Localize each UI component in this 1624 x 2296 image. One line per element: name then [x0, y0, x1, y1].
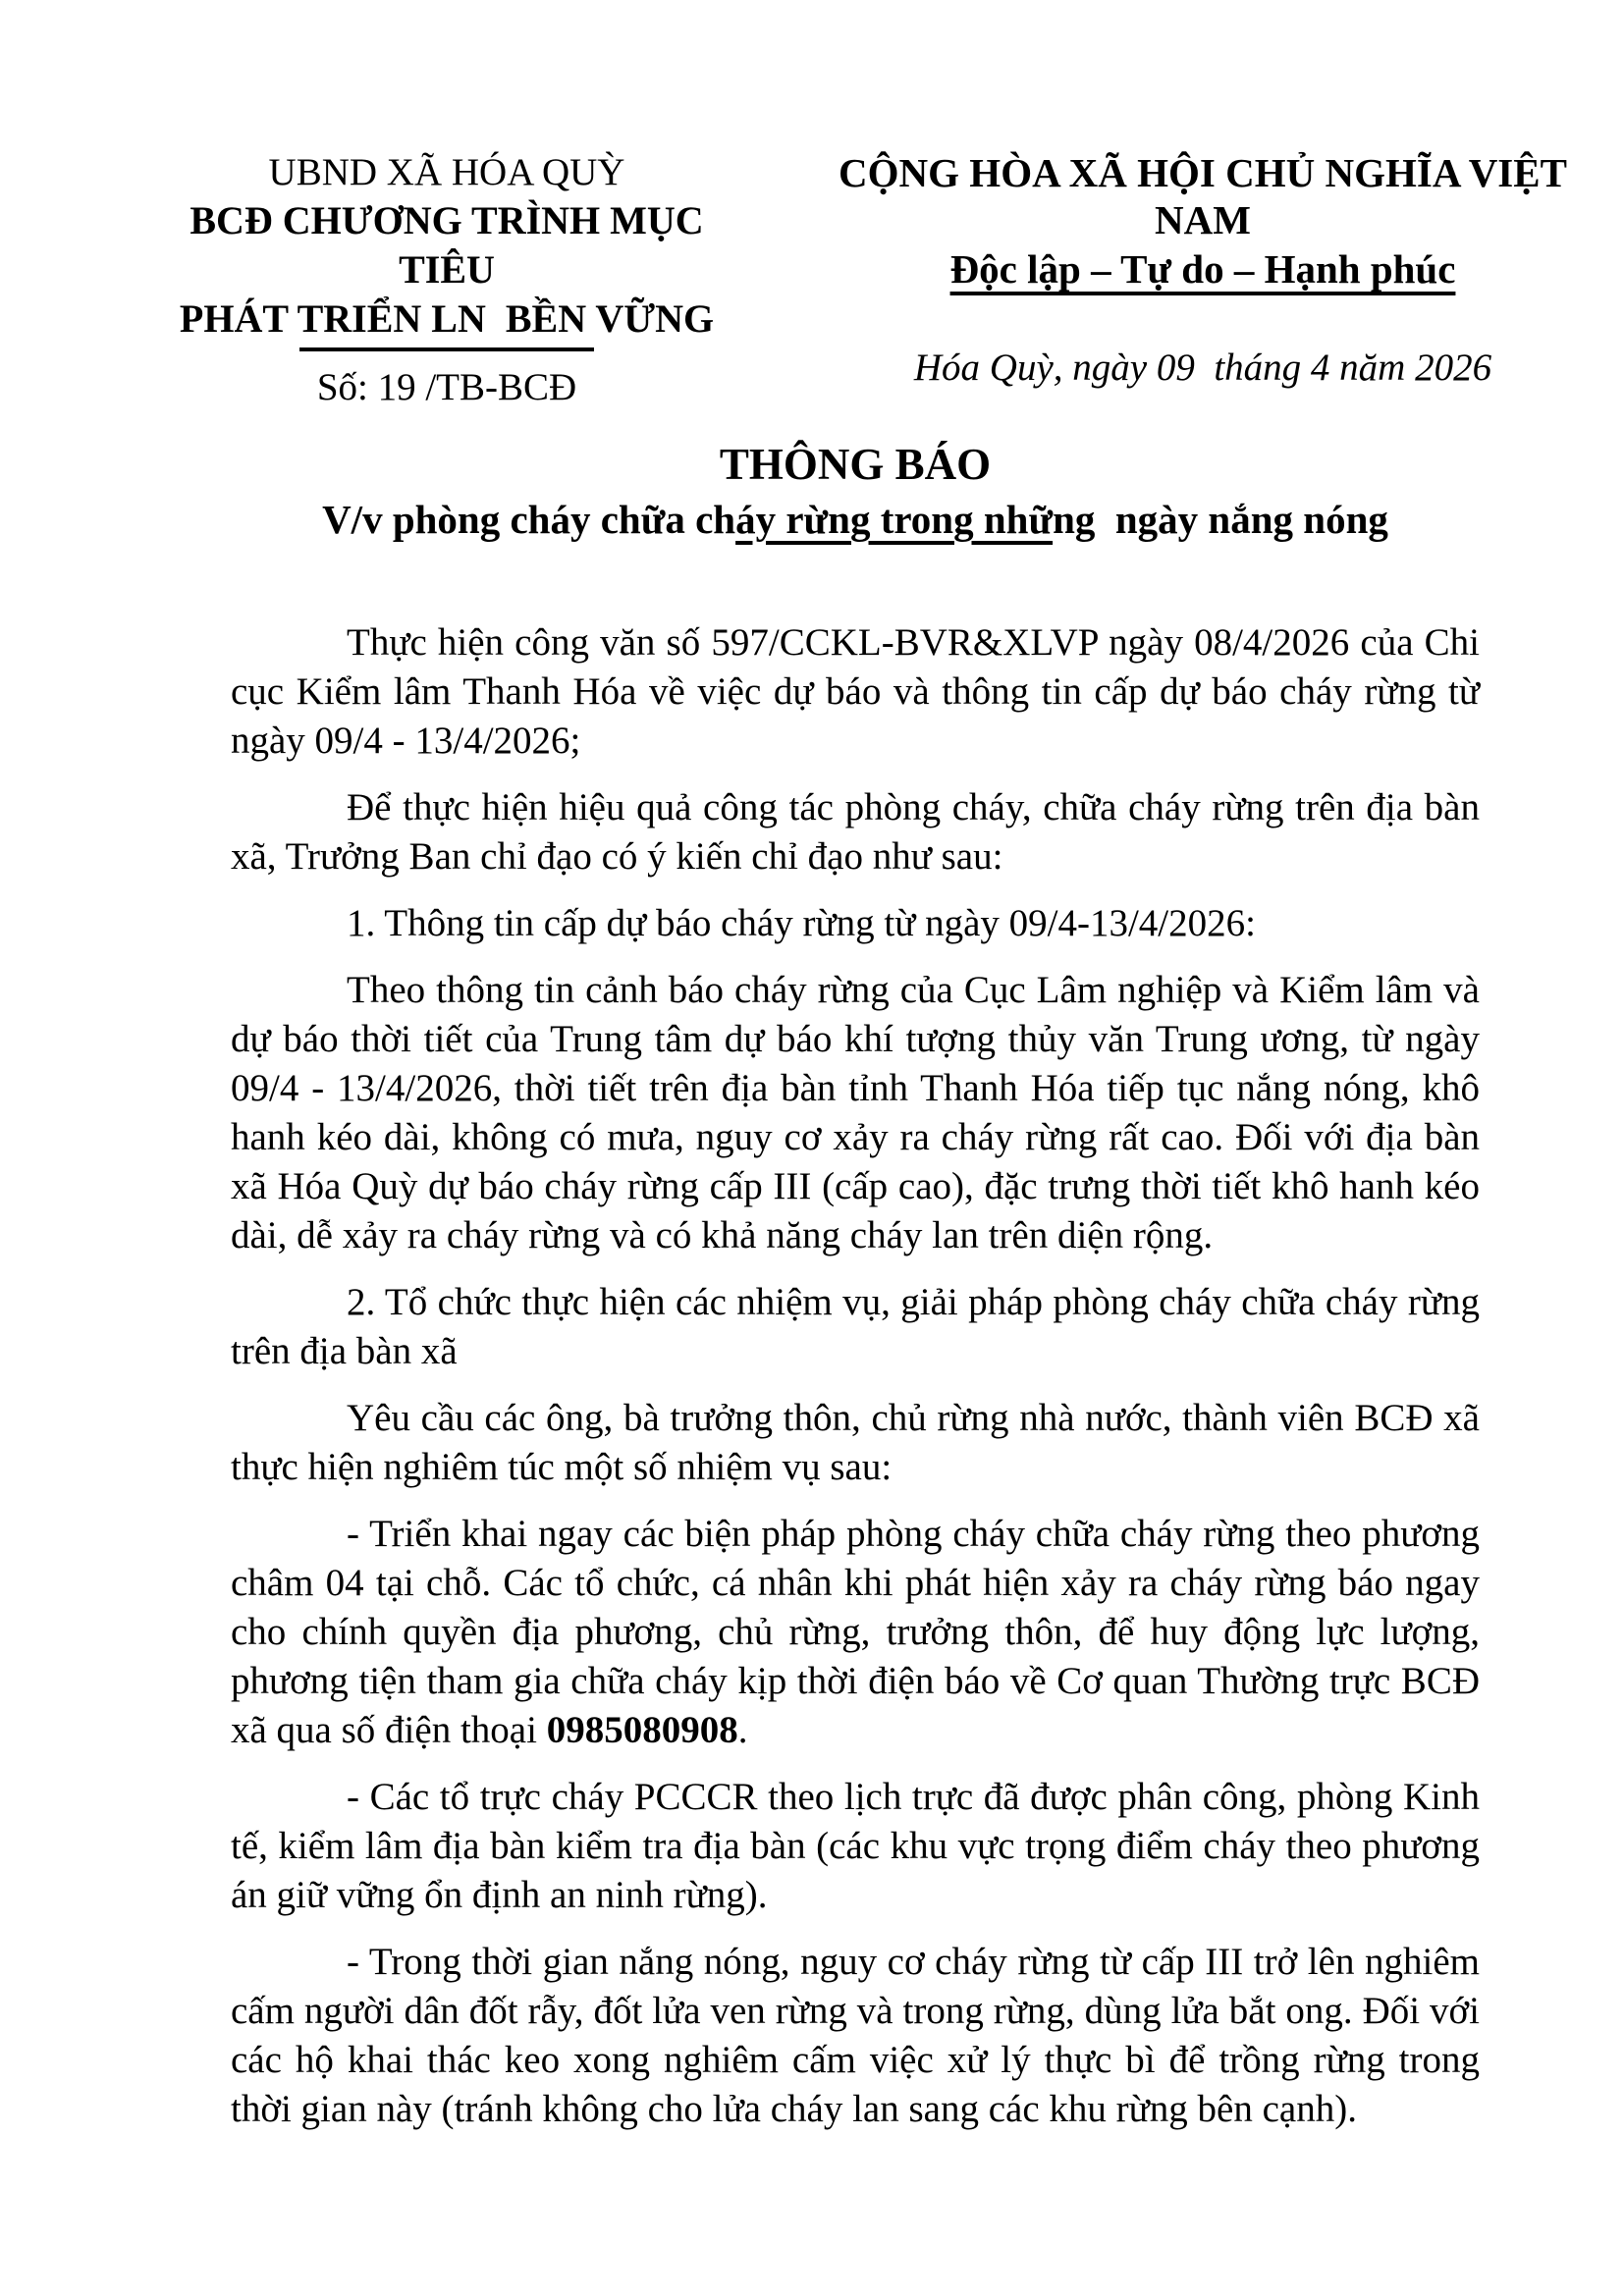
org-name-line-2: BCĐ CHƯƠNG TRÌNH MỤC TIÊU: [189, 198, 713, 292]
paragraph-8: - Các tổ trực cháy PCCCR theo lịch trực đã được phân công, phòng Kinh tế, kiểm lâm địa bàn kiểm tra địa bàn (các khu vực trọng điểm cháy theo phương án giữ vững ổn định an ninh rừng).: [231, 1776, 1480, 1916]
org-name-line-3: PHÁT TRIỂN LN BỀN VỮNG: [179, 296, 715, 341]
document-number: Số: 19 /TB-BCĐ: [316, 366, 577, 408]
paragraph-7-period: .: [737, 1709, 748, 1751]
document-subject: [231, 493, 1480, 546]
paragraph-3-section-1-heading: 1. Thông tin cấp dự báo cháy rừng từ ngày 09/4-13/4/2026:: [347, 902, 1256, 944]
org-block-divider: [299, 347, 594, 351]
paragraph-5-section-2-heading: 2. Tổ chức thực hiện các nhiệm vụ, giải pháp phòng cháy chữa cháy rừng trên địa bàn xã: [231, 1281, 1480, 1372]
national-motto: Độc lập – Tự do – Hạnh phúc: [949, 246, 1456, 292]
paragraph-7: [231, 1510, 1480, 1755]
document-title: THÔNG BÁO: [719, 440, 992, 489]
place-and-date: Hóa Quỳ, ngày 09 tháng 4 năm 2026: [913, 347, 1492, 389]
issuing-org-block: [162, 149, 731, 412]
national-title: CỘNG HÒA XÃ HỘI CHỦ NGHĨA VIỆT NAM: [839, 150, 1578, 242]
paragraph-7-text: - Triển khai ngay các biện pháp phòng cháy chữa cháy rừng theo phương châm 04 tại chỗ. Các tổ chức, cá nhân khi phát hiện xảy ra cháy rừng báo ngay cho chính quyền địa phương, chủ rừng, trưởng thôn, để huy động lực lượng, phương tiện tham gia chữa cháy kịp thời điện báo về Cơ quan Thường trực BCĐ xã qua số điện thoại: [231, 1513, 1480, 1751]
paragraph-6: Yêu cầu các ông, bà trưởng thôn, chủ rừng nhà nước, thành viên BCĐ xã thực hiện nghiêm túc một số nhiệm vụ sau:: [231, 1397, 1480, 1488]
document-header: [0, 149, 1624, 412]
subject-text-start: V/v phòng cháy chữa ch: [322, 497, 736, 542]
subject-text-end: ng ngày nắng nóng: [1053, 497, 1388, 542]
paragraph-1: Thực hiện công văn số 597/CCKL-BVR&XLVP ngày 08/4/2026 của Chi cục Kiểm lâm Thanh Hóa về việc dự báo và thông tin cấp dự báo cháy rừng từ ngày 09/4 - 13/4/2026;: [231, 621, 1480, 762]
national-motto-block: [790, 149, 1615, 393]
paragraph-2: Để thực hiện hiệu quả công tác phòng cháy, chữa cháy rừng trên địa bàn xã, Trưởng Ban chỉ đạo có ý kiến chỉ đạo như sau:: [231, 786, 1480, 878]
document-body: [231, 618, 1480, 2134]
org-name-line-1: UBND XÃ HÓA QUỲ: [268, 151, 625, 193]
title-block: [231, 438, 1480, 546]
subject-text-underlined: áy rừng trong nhữ: [735, 497, 1054, 542]
hotline-phone-number: 0985080908: [546, 1709, 738, 1751]
paragraph-9: - Trong thời gian nắng nóng, nguy cơ cháy rừng từ cấp III trở lên nghiêm cấm người dân đốt rẫy, đốt lửa ven rừng và trong rừng, dùng lửa bắt ong. Đối với các hộ khai thác keo xong nghiêm cấm việc xử lý thực bì để trồng rừng trong thời gian này (tránh không cho lửa cháy lan sang các khu rừng bên cạnh).: [231, 1941, 1480, 2130]
paragraph-4: Theo thông tin cảnh báo cháy rừng của Cục Lâm nghiệp và Kiểm lâm và dự báo thời tiết của Trung tâm dự báo khí tượng thủy văn Trung ương, từ ngày 09/4 - 13/4/2026, thời tiết trên địa bàn tỉnh Thanh Hóa tiếp tục nắng nóng, khô hanh kéo dài, không có mưa, nguy cơ xảy ra cháy rừng rất cao. Đối với địa bàn xã Hóa Quỳ dự báo cháy rừng cấp III (cấp cao), đặc trưng thời tiết khô hanh kéo dài, dễ xảy ra cháy rừng và có khả năng cháy lan trên diện rộng.: [231, 969, 1480, 1256]
